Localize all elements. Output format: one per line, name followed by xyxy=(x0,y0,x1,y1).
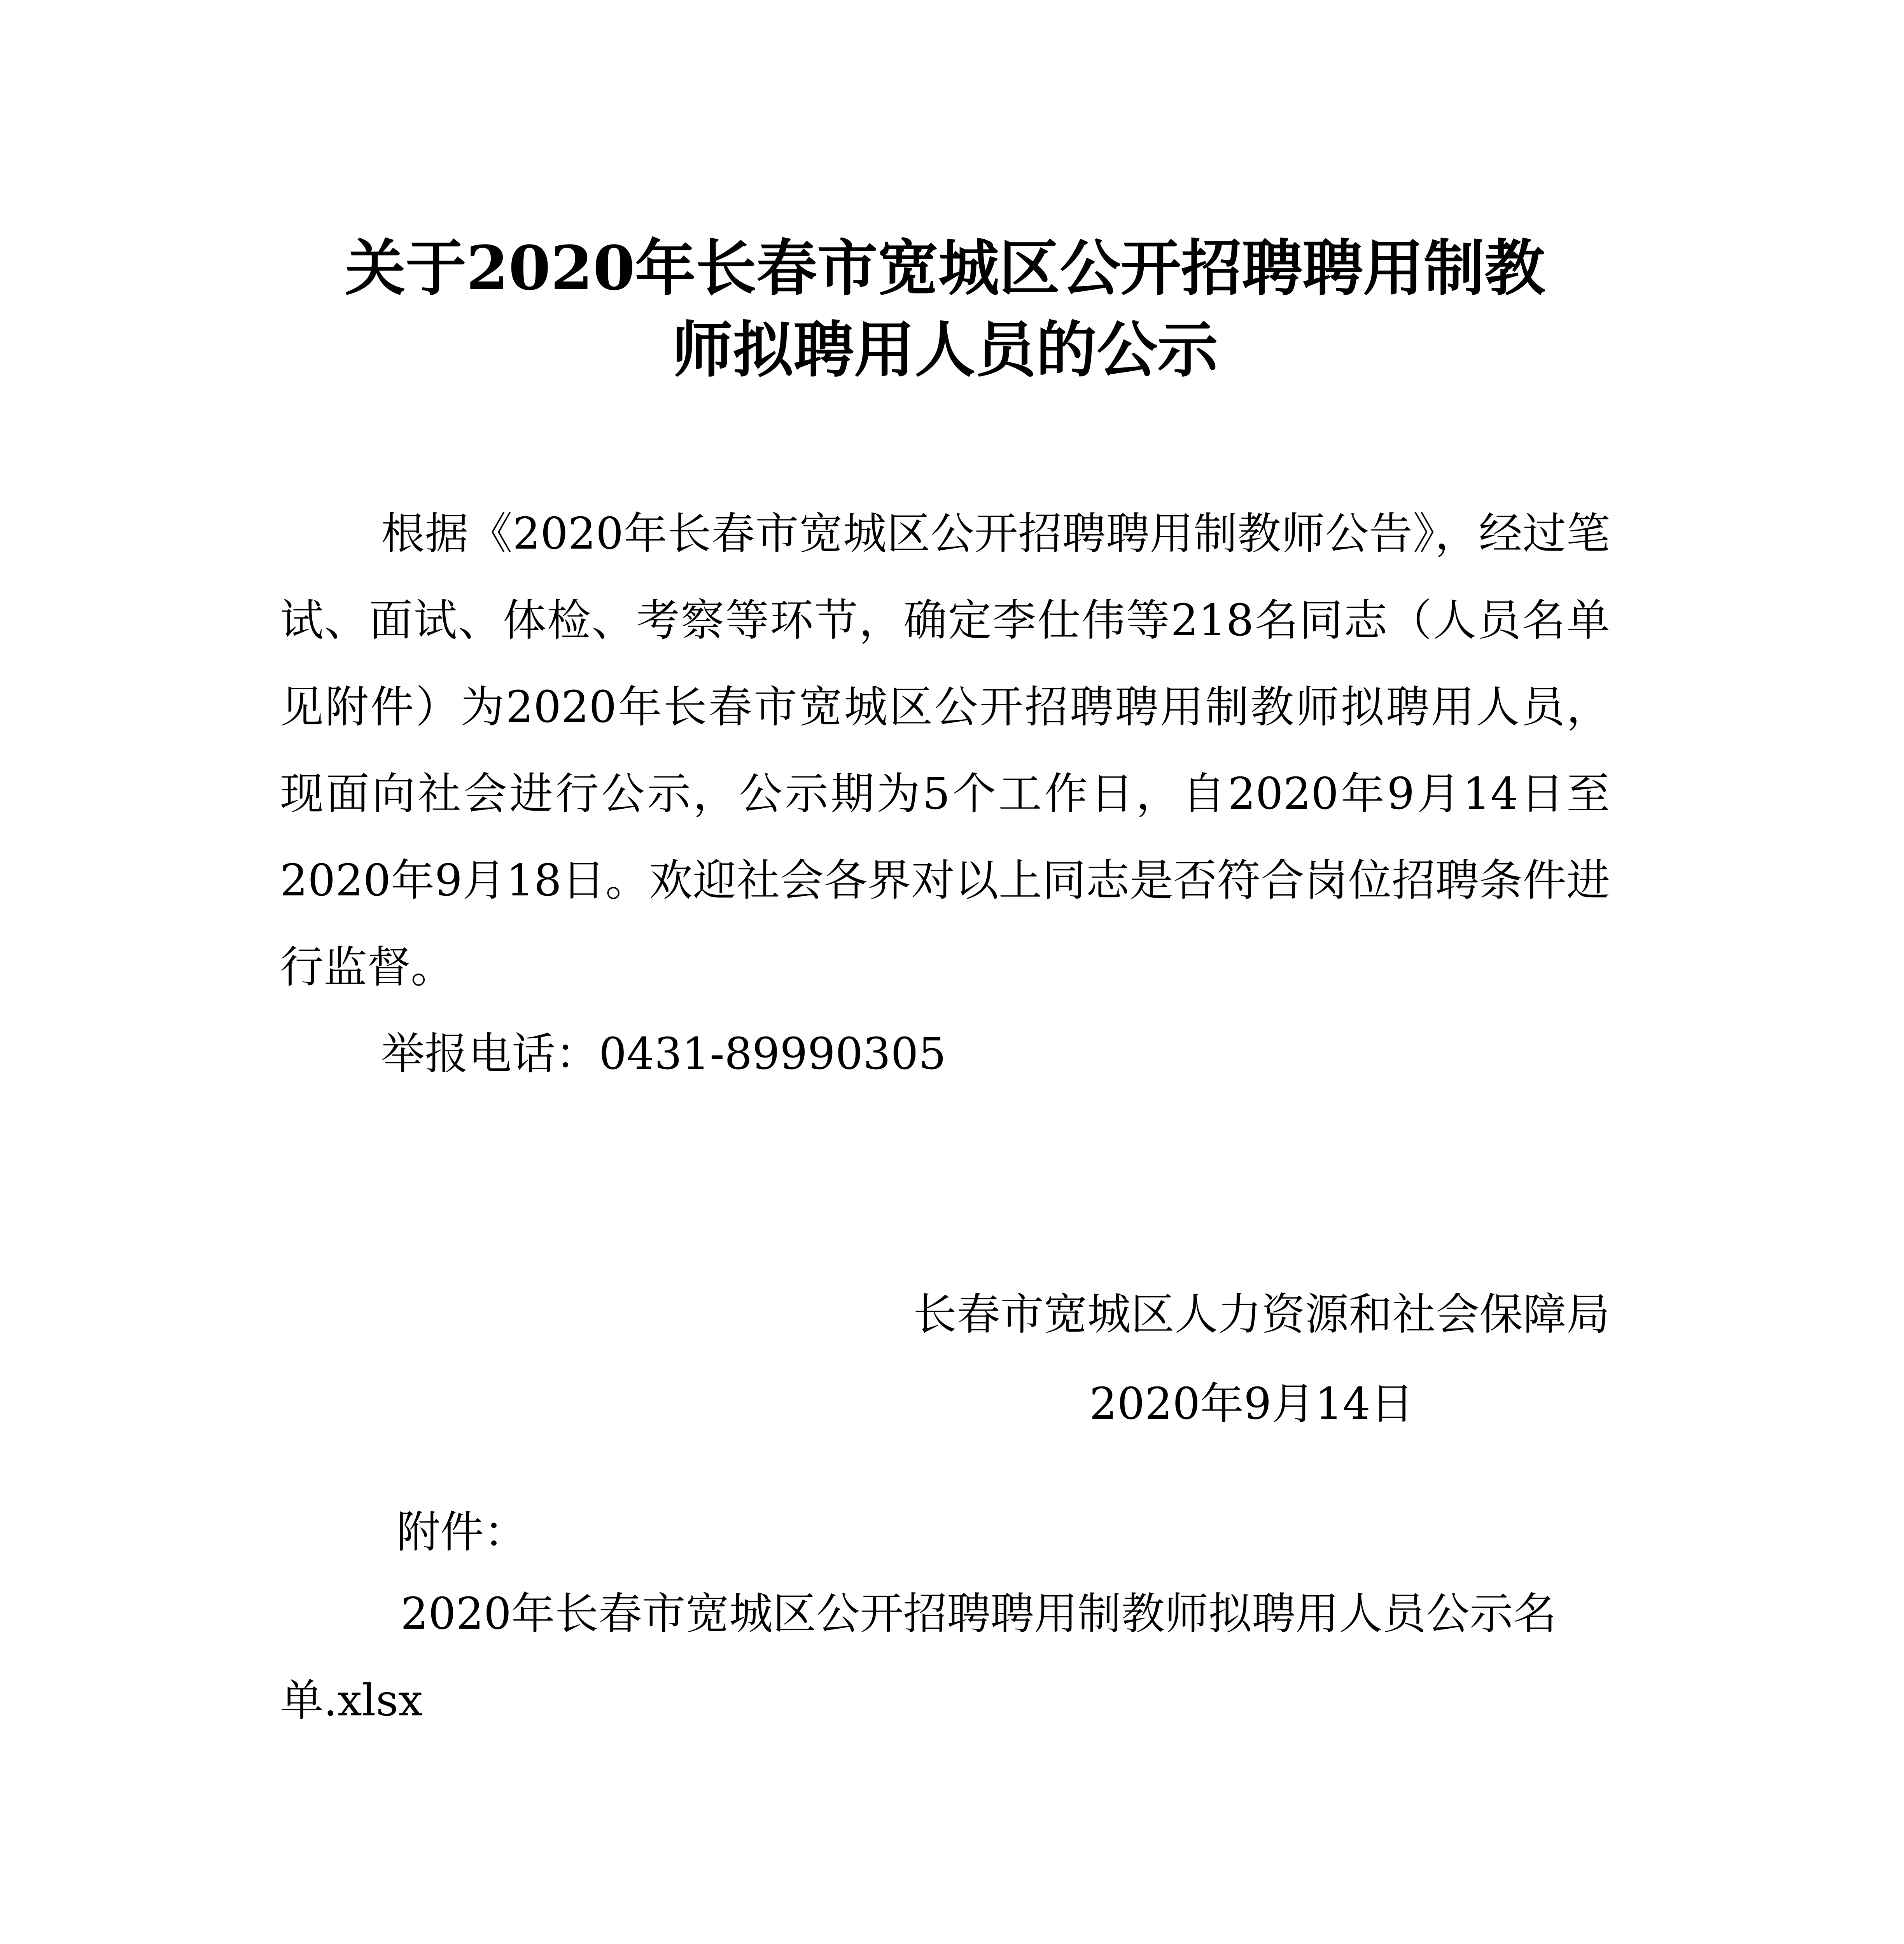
signature-organization: 长春市宽城区人力资源和社会保障局 xyxy=(913,1289,1610,1340)
announcement-paragraph: 根据《2020年长春市宽城区公开招聘聘用制教师公告》，经过笔试、面试、体检、考察等环节，确定李仕伟等218名同志（人员名单见附件）为2020年长春市宽城区公开招聘聘用制教师拟聘用人员，现面向社会进行公示，公示期为5个工作日，自2020年9月14日至2020年9月18日。欢迎社会各界对以上同志是否符合岗位招聘条件进行监督。 xyxy=(280,509,1610,993)
signature-date: 2020年9月14日 xyxy=(1089,1379,1414,1429)
attachment-label: 附件： xyxy=(397,1507,527,1558)
attachment-file-link[interactable]: 2020年长春市宽城区公开招聘聘用制教师拟聘用人员公示名单.xlsx xyxy=(280,1589,1557,1726)
report-phone: 举报电话：0431-89990305 xyxy=(381,1029,946,1079)
document-title-line-1: 关于2020年长春市宽城区公开招聘聘用制教 xyxy=(345,233,1545,304)
document-title-line-2: 师拟聘用人员的公示 xyxy=(672,314,1218,385)
